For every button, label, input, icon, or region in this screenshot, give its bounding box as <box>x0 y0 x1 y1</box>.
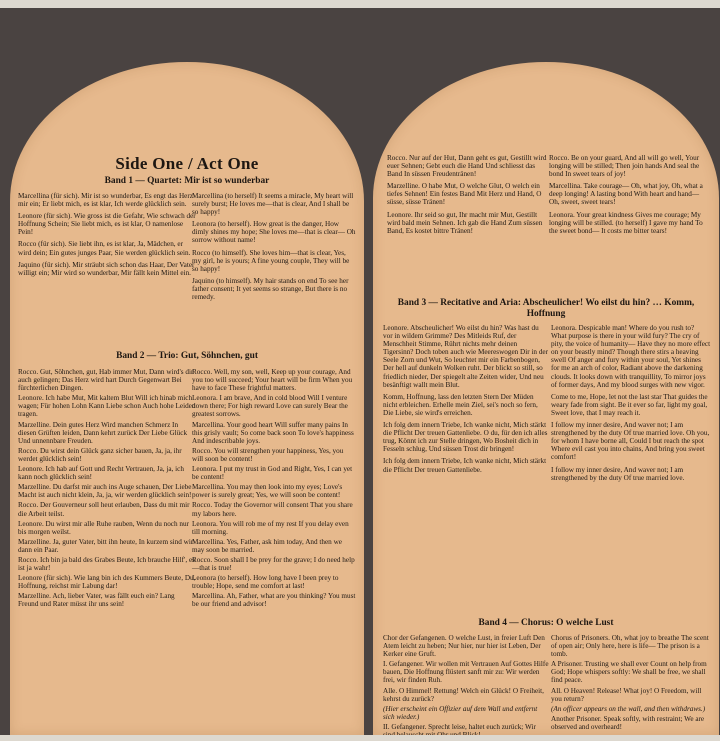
lyric-stanza: Leonora (to herself). How long have I been prey to trouble; Hope, send me comfort at last! <box>192 574 339 591</box>
lyric-stanza: Leonora. I put my trust in God and Right, Yes, I can yet be content! <box>192 465 353 482</box>
lyric-stanza: Rocco. Well, my son, well, Keep up your courage, And you too will succeed; Your heart will be firm When you have to face These frightful matters. <box>192 368 353 393</box>
lyric-stanza: Leonora. Your great kindness Gives me courage; My longing will be stilled. (to herself) I gave my hand To the sweet bond— It costs me bitter tears! <box>549 210 703 235</box>
lyric-stanza: I follow my inner desire, And waver not; I am strengthened by the duty Of true married love. Oh you, for whom I have borne all, Could I but reach the spot Where evil cast you into chains, And bring you sweet comfort! <box>551 421 710 462</box>
lyric-stanza: Leonore. Ihr seid so gut, Ihr macht mir Mut, Gestillt wird bald mein Sehnen. Ich gab die Hand Zum süssen Band, Es kostet bittre Tränen! <box>387 210 543 235</box>
lyric-stanza: Leonora. You will rob me of my rest If you delay even till morning. <box>192 519 349 536</box>
lyric-stanza: All. O Heaven! Release! What joy! O Freedom, will you return? <box>551 686 702 703</box>
stage-direction: (An officer appears on the wall, and then withdraws.) <box>551 704 706 713</box>
lyric-stanza: Rocco. Soon shall I be prey for the grave; I do need help—that is true! <box>192 555 355 573</box>
trio-continued-german-column <box>387 154 547 239</box>
lyric-stanza: Leonora (to herself). How great is the danger, How dimly shines my hope; She loves me—that is clear— Oh sorrow without name! <box>192 220 356 245</box>
band1-english-column <box>192 192 356 305</box>
lyric-stanza: Rocco. Du wirst dein Glück ganz sicher bauen, Ja, ja, ihr werdet glücklich sein! <box>18 446 182 463</box>
band1-title: Band 1 — Quartet: Mir ist so wunderbar <box>104 176 270 186</box>
lyric-stanza: Rocco. Gut, Söhnchen, gut, Hab immer Mut, Dann wird's dir auch gelingen; Das Herz wird hart Durch Gegenwart Bei fürchterlichen Dingen. <box>18 368 194 393</box>
lyric-stanza: Another Prisoner. Speak softly, with restraint; We are observed and overheard! <box>551 714 705 731</box>
lyric-stanza: Leonore. Abscheulicher! Wo eilst du hin? Was hast du vor in wildem Grimme? Des Mitleids Ruf, der Menschheit Stimme, Rührt nichts mehr deinen Tigersinn? Doch toben auch wie Meereswogen Dir in der Seele Zorn und Wut, So leuchtet mir ein Farbenbogen, Der hell auf dunkeln Wolken ruht. Der blickt so still, so friedlich nieder, Der spiegelt alte Zeiten wider, Und neu besänftigt wallt mein Blut. <box>383 324 549 389</box>
lyric-stanza: Marcellina. You may then look into my eyes; Love's power is surely great; Yes, we will soon be content! <box>192 483 343 500</box>
lyric-stanza: Rocco. Nur auf der Hut, Dann geht es gut, Gestillt wird euer Sehnen; Gebt euch die Hand Und schliesst das Band In süssen Freudentränen! <box>387 154 547 179</box>
lyric-stanza: A Prisoner. Trusting we shall ever Count on help from God; Hope whispers softly: We shall be free, we shall find peace. <box>551 660 707 685</box>
scan-edge-top <box>0 0 720 8</box>
lyric-stanza: Rocco (für sich). Sie liebt ihn, es ist klar, Ja, Mädchen, er wird dein; Ein gutes junges Paar, Sie werden glücklich sein. <box>18 240 191 257</box>
lyric-stanza: Marcellina (to herself) It seems a miracle, My heart will surely burst; He loves me—that is clear, And I shall be so happy! <box>192 192 354 217</box>
lyric-stanza: Leonore. Du wirst mir alle Ruhe rauben, Wenn du noch nur bis morgen weilst. <box>18 519 189 536</box>
band3-title: Band 3 — Recitative and Aria: Abscheulicher! Wo eilst du hin? … Komm, Hoffnung <box>397 298 695 319</box>
band1-german-column <box>18 192 196 281</box>
lyric-stanza: I. Gefangener. Wir wollen mit Vertrauen Auf Gottes Hilfe bauen, Die Hoffnung flüstert sanft mir zu: Wir werden frei, wir finden Ruh. <box>383 660 549 685</box>
lyric-stanza: Chor der Gefangenen. O welche Lust, in freier Luft Den Atem leicht zu heben; Nur hier, nur hier ist Leben, Der Kerker eine Gruft. <box>383 634 545 659</box>
lyric-stanza: Rocco. Today the Governor will consent That you share my labors here. <box>192 501 353 518</box>
lyric-stanza: Marcellina. Your good heart Will suffer many pains In this grisly vault; So come back soon To love's happiness And indescribable joys. <box>192 420 354 445</box>
lyric-stanza: Ich folg dem innern Triebe, Ich wanke nicht, Mich stärkt die Pflicht Der treuen Gattenliebe. <box>383 457 547 474</box>
band2-title: Band 2 — Trio: Gut, Söhnchen, gut <box>116 351 258 361</box>
lyric-stanza: Marzelline. Dein gutes Herz Wird manchen Schmerz In diesen Grüften leiden, Dann kehrt zurück Der Liebe Glück Und unnennbare Freuden. <box>18 420 188 445</box>
lyric-stanza: Leonore (für sich). Wie lang bin ich des Kummers Beute, Du, Hoffnung, reichst mir Labung dar! <box>18 574 196 591</box>
lyric-stanza: Leonora. Despicable man! Where do you rush to? What purpose is there in your wild fury? The cry of pity, the voice of humanity— Have they no more effect on your beastly mind? Though there stirs a heaving swell Of anger and fury within your soul, Yet shines for me an arch of color, Radiant above the darkening clouds. It looks down with tranquillity, To mirror joys of former days, And my blood surges with new vigor. <box>551 324 711 389</box>
stage-direction: (Hier erscheint ein Offizier auf dem Wall und entfernt sich wieder.) <box>383 704 538 721</box>
lyric-stanza: Marzelline. Ja, guter Vater, bitt ihn heute, In kurzem sind wir dann ein Paar. <box>18 537 194 554</box>
lyric-stanza: Marcellina (für sich). Mir ist so wunderbar, Es engt das Herz mir ein; Er liebt mich, es ist klar, Ich werde glücklich sein. <box>18 192 193 209</box>
lyric-stanza: Jaquino (to himself). My hair stands on end To see her father consent; It yet seems so strange, But there is no remedy. <box>192 276 349 302</box>
lyric-stanza: Come to me, Hope, let not the last star That guides the weary fade from sight. Be it ever so far, light my goal, Sweet love, that I may reach it. <box>551 392 708 417</box>
lyric-stanza: Leonore. Ich habe Mut, Mit kaltem Blut Will ich hinab mich wagen; Für hohen Lohn Kann Liebe schon Auch hohe Leiden tragen. <box>18 394 196 419</box>
lyric-stanza: Ich folg dem innern Triebe, Ich wanke nicht, Mich stärkt die Pflicht Der treuen Gattenliebe. O du, für den ich alles trug, Könnt ich zur Stelle dringen, Wo Bosheit dich in Fesseln schlug, Und süssen Trost dir bringen! <box>383 421 548 454</box>
band4-german-column <box>383 634 549 741</box>
lyric-stanza: Komm, Hoffnung, lass den letzten Stern Der Müden nicht erbleichen. Erhelle mein Ziel, sei's noch so fern, Die Liebe, sie wird's erreichen. <box>383 392 538 417</box>
lyric-stanza: Leonore (für sich). Wie gross ist die Gefahr, Wie schwach der Hoffnung Schein; Sie liebt mich, es ist klar, O namenlose Pein! <box>18 212 196 237</box>
lyric-stanza: Rocco (to himself). She loves him—that is clear, Yes, my girl, he is yours; A fine young couple, They will be so happy! <box>192 248 350 273</box>
band2-english-column <box>192 368 356 611</box>
lyric-stanza: Marcellina. Ah, Father, what are you thinking? You must be our friend and advisor! <box>192 592 356 609</box>
scan-edge-bottom <box>0 735 720 741</box>
right-tablet-page <box>373 62 719 735</box>
lyric-stanza: Jaquino (für sich). Mir sträubt sich schon das Haar, Der Vater willigt ein; Mir wird so wunderbar, Mir fällt kein Mittel ein. <box>18 260 195 277</box>
lyric-stanza: Rocco. Ich bin ja bald des Grabes Beute, Ich brauche Hilf', es ist ja wahr! <box>18 555 195 573</box>
lyric-stanza: II. Gefangener. Sprecht leise, haltet euch zurück; Wir <box>383 722 536 731</box>
lyric-stanza: Marzelline. Ach, lieber Vater, was fällt euch ein? Lang Freund und Rater müsst ihr uns sein! <box>18 592 175 609</box>
lyric-stanza: Alle. O Himmel! Rettung! Welch ein Glück! O Freiheit, kehrst du zurück? <box>383 686 544 703</box>
band4-title: Band 4 — Chorus: O welche Lust <box>478 618 614 628</box>
lyric-stanza: Chorus of Prisoners. Oh, what joy to breathe The scent of open air; Only here, here is life— The prison is a tomb. <box>551 634 709 659</box>
side-heading: Side One / Act One <box>115 154 259 173</box>
band3-english-column <box>551 324 711 486</box>
band4-english-column <box>551 634 711 733</box>
lyric-stanza: I follow my inner desire, And waver not; I am strengthened by the duty Of true married love. <box>551 465 685 482</box>
lyric-stanza: Marcellina. Yes, Father, ask him today, And then we may soon be married. <box>192 537 342 554</box>
lyric-stanza: Rocco. Der Gouverneur soll heut erlauben, Dass du mit mir die Arbeit teilst. <box>18 501 190 518</box>
lyric-stanza: Leonora. I am brave, And in cold blood Will I venture down there; For high reward Love can surely Bear the greatest sorrows. <box>192 394 348 419</box>
lyric-stanza: Leonore. Ich hab auf Gott und Recht Vertrauen, Ja, ja, ich kann noch glücklich sein! <box>18 465 184 482</box>
trio-continued-english-column <box>549 154 709 239</box>
band3-german-column <box>383 324 549 478</box>
lyric-stanza: Rocco. Be on your guard, And all will go well, Your longing will be stilled; Then join hands And seal the bond In sweet tears of joy! <box>549 154 700 179</box>
band2-german-column <box>18 368 196 611</box>
lyric-stanza: Rocco. You will strengthen your happiness, Yes, you will soon be content! <box>192 446 344 463</box>
lyric-stanza: Marzelline. O habe Mut, O welche Glut, O welch ein tiefes Sehnen! Ein festes Band Mit Herz und Hand, O süsse, süsse Tränen! <box>387 182 542 207</box>
lyric-stanza: Marcellina. Take courage— Oh, what joy, Oh, what a deep longing! A lasting bond With heart and hand— Oh, sweet, sweet tears! <box>549 182 703 207</box>
left-tablet-page <box>10 62 364 735</box>
lyric-stanza: Marzelline. Du darfst mir auch ins Auge schauen, Der Liebe Macht ist auch nicht klein, Ja, ja, wir werden glücklich sein! <box>18 483 192 500</box>
